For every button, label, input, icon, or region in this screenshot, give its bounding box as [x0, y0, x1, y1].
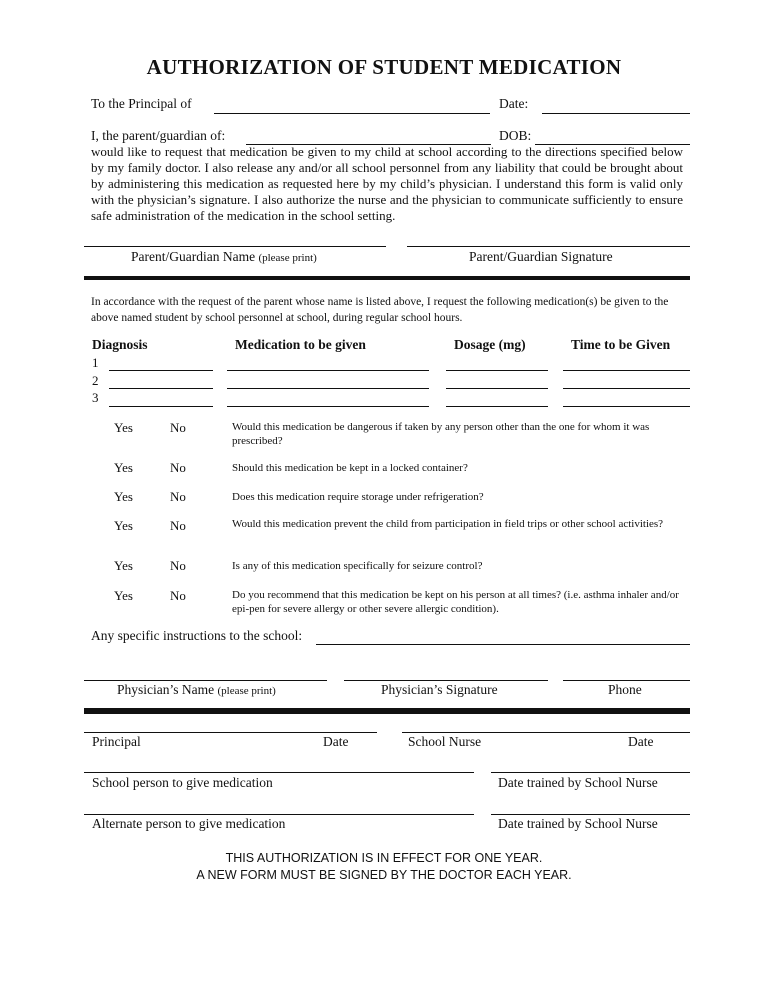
yes-option-1[interactable]: Yes	[114, 420, 133, 435]
parent-name-label-text: Parent/Guardian Name	[131, 249, 256, 264]
medication-field-2[interactable]	[227, 388, 429, 389]
parent-name-field[interactable]	[84, 246, 386, 247]
principal-label: Principal	[92, 734, 141, 749]
nurse-date-label: Date	[628, 734, 654, 749]
no-option-5[interactable]: No	[170, 558, 186, 573]
school-nurse-label: School Nurse	[408, 734, 482, 749]
row-number: 1	[92, 355, 99, 370]
school-nurse-field[interactable]	[402, 732, 690, 733]
parent-signature-field[interactable]	[407, 246, 690, 247]
medication-header: Medication to be given	[235, 337, 366, 352]
time-field-2[interactable]	[563, 388, 690, 389]
physician-phone-field[interactable]	[563, 680, 690, 681]
question-4: Would this medication prevent the child from participation in field trips or other school activities?	[232, 518, 664, 530]
alternate-person-label: Alternate person to give medication	[92, 816, 286, 831]
yes-option-2[interactable]: Yes	[114, 460, 133, 475]
dob-label: DOB:	[499, 128, 532, 143]
date-field[interactable]	[542, 113, 690, 114]
school-person-trained-label: Date trained by School Nurse	[498, 775, 658, 790]
footer-notice	[0, 850, 768, 884]
principal-field[interactable]	[84, 732, 377, 733]
parent-name-note: (please print)	[258, 252, 317, 264]
medication-field-3[interactable]	[227, 406, 429, 407]
alternate-trained-label: Date trained by School Nurse	[498, 816, 658, 831]
school-person-trained-field[interactable]	[491, 772, 690, 773]
section-divider	[84, 708, 690, 714]
phone-label: Phone	[608, 682, 642, 697]
dosage-field-1[interactable]	[446, 370, 548, 371]
yes-option-3[interactable]: Yes	[114, 489, 133, 504]
alternate-trained-field[interactable]	[491, 814, 690, 815]
time-field-3[interactable]	[563, 406, 690, 407]
row-number: 2	[92, 373, 99, 388]
instructions-label: Any specific instructions to the school:	[91, 628, 303, 643]
date-label: Date:	[499, 96, 529, 111]
physician-signature-field[interactable]	[344, 680, 548, 681]
no-option-4[interactable]: No	[170, 518, 186, 533]
diagnosis-field-3[interactable]	[109, 406, 213, 407]
physician-statement: In accordance with the request of the parent whose name is listed above, I request the following medication(s) be given to the above named student by school personnel at school, during regular school hours.	[91, 296, 669, 324]
physician-name-label	[117, 682, 276, 698]
principal-of-label: To the Principal of	[91, 96, 192, 111]
footer-line-1: THIS AUTHORIZATION IS IN EFFECT FOR ONE YEAR.	[225, 851, 543, 865]
question-2: Should this medication be kept in a locked container?	[232, 462, 468, 474]
physician-name-note: (please print)	[217, 685, 276, 697]
school-person-field[interactable]	[84, 772, 474, 773]
diagnosis-field-1[interactable]	[109, 370, 213, 371]
principal-date-label: Date	[323, 734, 349, 749]
dosage-field-3[interactable]	[446, 406, 548, 407]
principal-of-field[interactable]	[214, 113, 490, 114]
time-field-1[interactable]	[563, 370, 690, 371]
dosage-header: Dosage (mg)	[454, 337, 526, 352]
physician-name-field[interactable]	[84, 680, 327, 681]
page-title: AUTHORIZATION OF STUDENT MEDICATION	[146, 55, 622, 79]
question-1: Would this medication be dangerous if taken by any person other than the one for whom it was prescribed?	[232, 421, 650, 447]
medication-field-1[interactable]	[227, 370, 429, 371]
question-5: Is any of this medication specifically for seizure control?	[232, 560, 483, 572]
parent-signature-label: Parent/Guardian Signature	[469, 249, 613, 264]
question-3: Does this medication require storage under refrigeration?	[232, 491, 484, 503]
school-person-label: School person to give medication	[92, 775, 273, 790]
diagnosis-header: Diagnosis	[92, 337, 148, 352]
parent-name-label	[131, 249, 317, 265]
no-option-2[interactable]: No	[170, 460, 186, 475]
yes-option-6[interactable]: Yes	[114, 588, 133, 603]
yes-option-4[interactable]: Yes	[114, 518, 133, 533]
parent-statement: would like to request that medication be given to my child at school according to the directions specified below by my family doctor. I also release any and/or all school personnel from any liability that could be brought about by administering this medication as requested here by my child’s physician. I understand this form is valid only with the physician’s signature. I also authorize the nurse and the physician to communicate sufficiently to ensure safe administration of the medication in the school setting.	[91, 144, 683, 223]
row-number: 3	[92, 390, 99, 405]
footer-line-2: A NEW FORM MUST BE SIGNED BY THE DOCTOR EACH YEAR.	[196, 868, 572, 882]
alternate-person-field[interactable]	[84, 814, 474, 815]
no-option-6[interactable]: No	[170, 588, 186, 603]
question-6: Do you recommend that this medication be kept on his person at all times? (i.e. asthma inhaler and/or epi-pen for severe allergy or other severe allergic condition).	[232, 589, 679, 615]
physician-signature-label: Physician’s Signature	[381, 682, 498, 697]
physician-name-label-text: Physician’s Name	[117, 682, 215, 697]
no-option-3[interactable]: No	[170, 489, 186, 504]
instructions-field[interactable]	[316, 644, 690, 645]
dosage-field-2[interactable]	[446, 388, 548, 389]
no-option-1[interactable]: No	[170, 420, 186, 435]
parent-of-label: I, the parent/guardian of:	[91, 128, 226, 143]
time-header: Time to be Given	[571, 337, 671, 352]
section-divider	[84, 276, 690, 280]
yes-option-5[interactable]: Yes	[114, 558, 133, 573]
diagnosis-field-2[interactable]	[109, 388, 213, 389]
